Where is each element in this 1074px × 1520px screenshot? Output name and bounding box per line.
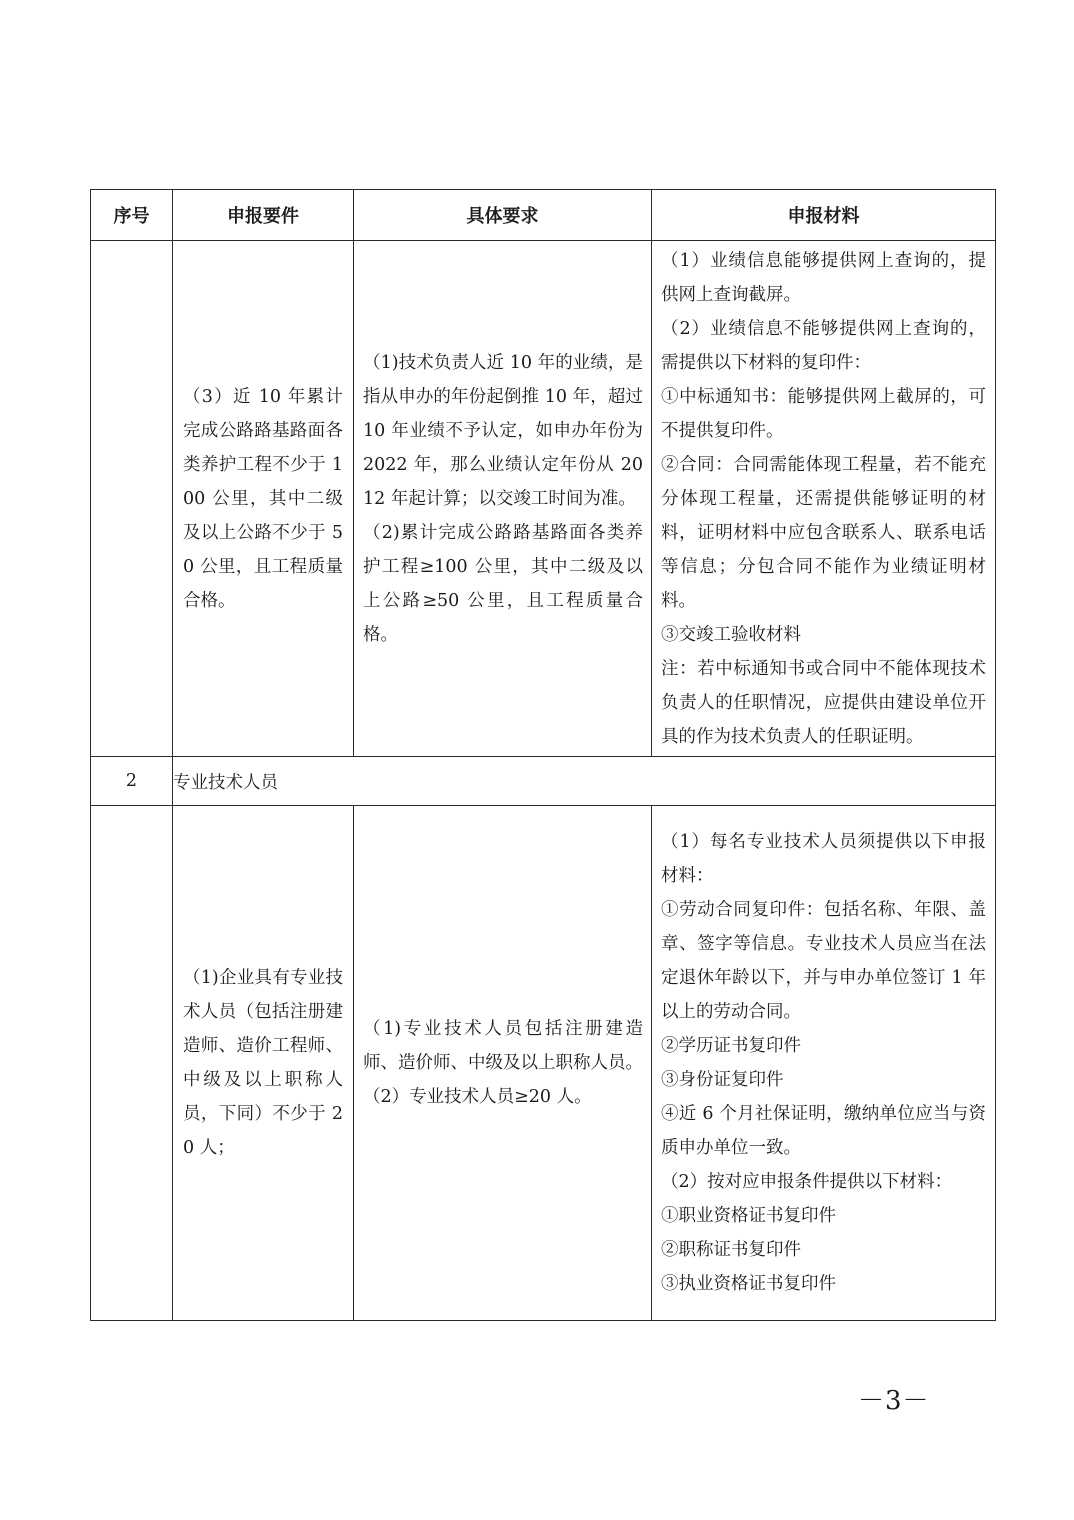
table-header-row <box>91 190 996 241</box>
requirement-text: （1)企业具有专业技术人员（包括注册建造师、造价工程师、中级及以上职称人员，下同）不少于 20 人； <box>183 968 343 1158</box>
material-item: ②职称证书复印件 <box>661 1240 801 1260</box>
row-index <box>91 806 173 1321</box>
material-note: 注：若中标通知书或合同中不能体现技术负责人的任职情况，应提供由建设单位开具的作为技术负责人的任职证明。 <box>661 658 986 747</box>
detail-item: （2）专业技术人员≥20 人。 <box>363 1087 592 1107</box>
details-cell <box>354 241 652 757</box>
page-number: －3－ <box>858 1386 930 1416</box>
detail-item: （2)累计完成公路路基路面各类养护工程≥100 公里，其中二级及以上公路≥50 公里，且工程质量合格。 <box>363 522 643 645</box>
material-item: ②合同：合同需能体现工程量，若不能充分体现工程量，还需提供能够证明的材料，证明材料中应包含联系人、联系电话等信息；分包合同不能作为业绩证明材料。 <box>661 454 986 611</box>
materials-cell <box>652 241 996 757</box>
requirement-cell <box>173 241 354 757</box>
header-requirement: 申报要件 <box>173 190 354 241</box>
detail-item: （1)技术负责人近 10 年的业绩，是指从申办的年份起倒推 10 年，超过 10 年业绩不予认定，如申办年份为 2022 年，那么业绩认定年份从 2012 年起计算；以交竣工时间为准。 <box>363 352 643 509</box>
material-item: ③执业资格证书复印件 <box>661 1274 836 1294</box>
material-item: （1）业绩信息能够提供网上查询的，提供网上查询截屏。 <box>661 250 986 305</box>
material-item: ①劳动合同复印件：包括名称、年限、盖章、签字等信息。专业技术人员应当在法定退休年龄以下，并与申办单位签订 1 年以上的劳动合同。 <box>661 900 986 1022</box>
material-item: ①职业资格证书复印件 <box>661 1206 836 1226</box>
header-index: 序号 <box>91 190 173 241</box>
material-item: ①中标通知书：能够提供网上截屏的，可不提供复印件。 <box>661 386 986 441</box>
section-title: 专业技术人员 <box>173 757 996 806</box>
materials-cell <box>652 806 996 1321</box>
header-details: 具体要求 <box>354 190 652 241</box>
table-row <box>91 241 996 757</box>
section-row <box>91 757 996 806</box>
header-materials: 申报材料 <box>652 190 996 241</box>
table-row <box>91 806 996 1321</box>
material-item: ④近 6 个月社保证明，缴纳单位应当与资质申办单位一致。 <box>661 1104 986 1158</box>
material-item: （2）业绩信息不能够提供网上查询的，需提供以下材料的复印件： <box>661 318 986 373</box>
detail-item: （1)专业技术人员包括注册建造师、造价师、中级及以上职称人员。 <box>363 1019 643 1073</box>
row-index <box>91 241 173 757</box>
material-item: ②学历证书复印件 <box>661 1036 801 1056</box>
material-item: （2）按对应申报条件提供以下材料： <box>661 1172 953 1192</box>
requirement-cell <box>173 806 354 1321</box>
material-item: ③交竣工验收材料 <box>661 624 801 645</box>
material-item: （1）每名专业技术人员须提供以下申报材料： <box>661 832 986 886</box>
section-index: 2 <box>91 757 173 806</box>
material-item: ③身份证复印件 <box>661 1070 784 1090</box>
requirements-table <box>90 189 996 1321</box>
requirement-text: （3）近 10 年累计完成公路路基路面各类养护工程不少于 100 公里，其中二级及以上公路不少于 50 公里，且工程质量合格。 <box>183 386 343 611</box>
details-cell <box>354 806 652 1321</box>
